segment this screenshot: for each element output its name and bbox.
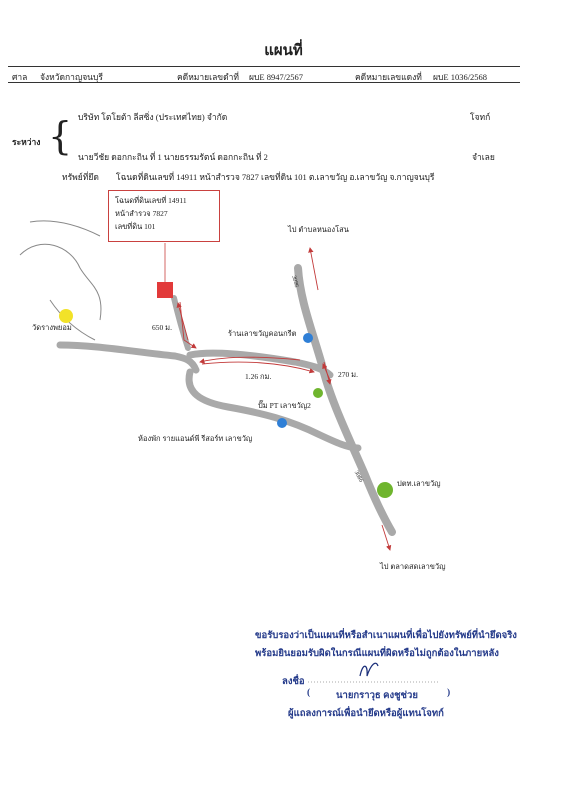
plaintiff-name: บริษัท โตโยต้า ลีสซิ่ง (ประเทศไทย) จำกัด: [78, 112, 228, 122]
signer-open-paren: (: [307, 688, 311, 698]
black-case-label: คดีหมายเลขดำที่: [177, 72, 239, 82]
signer-name: นายกราวุธ คงชูช่วย: [336, 691, 418, 701]
page-title: แผนที่: [264, 43, 303, 59]
resort-label: ห้องพัก รายแอนด์พี รีสอร์ท เลาขวัญ: [138, 434, 253, 443]
to-south-label: ไป ตลาดสดเลาขวัญ: [380, 562, 446, 571]
defendant-name: นายวีชัย ดอกกะถิน ที่ 1 นายธรรมรัตน์ ดอกกะถิน ที่ 2: [78, 152, 268, 162]
red-case-number: ผบE 1036/2568: [433, 72, 488, 82]
asset-detail: โฉนดที่ดินเลขที่ 14911 หน้าสำรวจ 7827 เลขที่ดิน 101 ต.เลาขวัญ อ.เลาขวัญ จ.กาญจนบุรี: [116, 172, 435, 182]
sign-label: ลงชื่อ: [282, 677, 305, 687]
defendant-role: จำเลย: [472, 152, 495, 162]
land-box-line3: เลขที่ดิน 101: [115, 222, 156, 231]
court-name: จังหวัดกาญจนบุรี: [40, 72, 103, 82]
land-box-line1: โฉนดที่ดินเลขที่ 14911: [115, 196, 187, 205]
court-label: ศาล: [12, 72, 28, 82]
distance-126: 1.26 กม.: [245, 372, 272, 381]
certification-line2: พร้อมยินยอมรับผิดในกรณีแผนที่ผิดหรือไม่ถูกต้องในภายหลัง: [255, 649, 499, 659]
certification-line1: ขอรับรองว่าเป็นแผนที่หรือสำเนาแผนที่เพื่อไปยังทรัพย์ที่นำยึดจริง: [255, 631, 517, 641]
post-label: ปตท.เลาขวัญ: [397, 479, 441, 488]
asset-label: ทรัพย์ที่ยึด: [62, 172, 99, 182]
brace-symbol: {: [48, 114, 73, 158]
red-case-label: คดีหมายเลขแดงที่: [355, 72, 422, 82]
distance-270: 270 ม.: [338, 370, 358, 379]
black-case-number: ผบE 8947/2567: [249, 72, 304, 82]
road-number-top: 3086: [290, 275, 300, 289]
land-box-line2: หน้าสำรวจ 7827: [115, 209, 168, 218]
shop-label: ร้านเลาขวัญคอนกรีต: [228, 329, 297, 338]
temple-label: วัดรางพยอม: [32, 323, 72, 332]
signer-role: ผู้แถลงการณ์เพื่อนำยึดหรือผู้แทนโจทก์: [288, 709, 444, 719]
to-north-label: ไป ตำบลหนองโสน: [288, 225, 349, 234]
plaintiff-role: โจทก์: [470, 112, 491, 122]
between-label: ระหว่าง: [12, 137, 41, 147]
signer-close-paren: ): [447, 688, 451, 698]
road-number-bottom: 3086: [352, 470, 364, 484]
gas-station-label: ปั๊ม PT เลาขวัญ2: [258, 401, 311, 410]
distance-650: 650 ม.: [152, 323, 172, 332]
signature-mark: [360, 663, 378, 676]
